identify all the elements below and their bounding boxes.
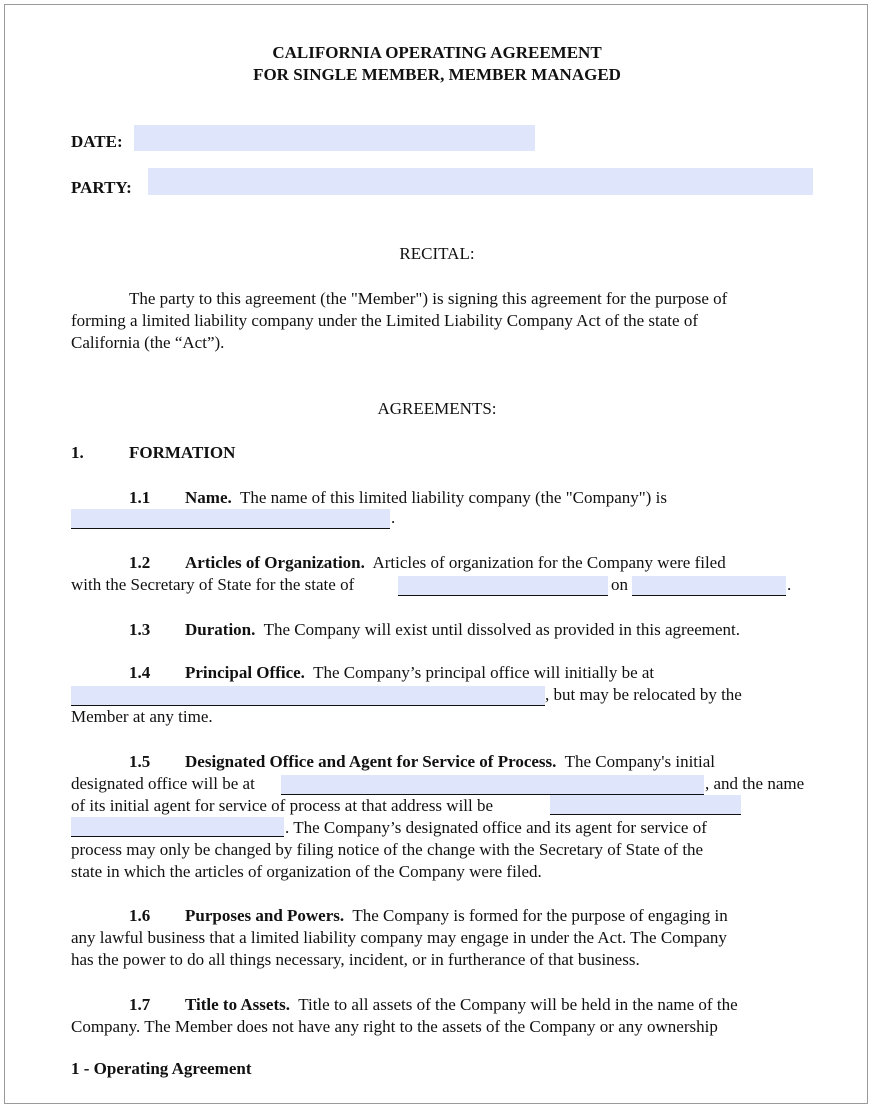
clause-1-5-line-5: process may only be changed by filing notice of the change with the Secretary of State of the	[71, 840, 704, 859]
clause-number: 1.1	[129, 488, 151, 507]
clause-1-2	[129, 552, 726, 574]
clause-label: Designated Office and Agent for Service of Process.	[185, 752, 557, 771]
clause-1-6-line-2: any lawful business that a limited liability company may engage in under the Act. The Company	[71, 928, 727, 947]
title-line-1: CALIFORNIA OPERATING AGREEMENT	[272, 43, 602, 62]
designated-office-field[interactable]	[281, 775, 704, 795]
clause-label: Articles of Organization.	[185, 553, 365, 572]
clause-number: 1.2	[129, 553, 151, 572]
clause-1-1-end: .	[391, 508, 396, 527]
clause-1-5-line-2b: , and the name	[705, 774, 805, 793]
clause-text: The name of this limited liability company (the "Company") is	[239, 488, 667, 507]
clause-label: Duration.	[185, 620, 256, 639]
clause-1-6	[129, 905, 728, 927]
clause-1-4-line-3: Member at any time.	[71, 707, 213, 726]
principal-office-field[interactable]	[71, 686, 545, 706]
clause-1-5-line-6: state in which the articles of organization of the Company were filed.	[71, 862, 542, 881]
clause-1-5-line-4: . The Company’s designated office and its agent for service of	[285, 818, 707, 837]
filing-state-field[interactable]	[398, 576, 608, 596]
clause-1-7	[129, 994, 738, 1016]
filing-date-field[interactable]	[632, 576, 786, 596]
clause-1-5-line-3: of its initial agent for service of process at that address will be	[71, 796, 494, 815]
recital-line-1: The party to this agreement (the "Member") is signing this agreement for the purpose of	[129, 289, 728, 308]
clause-number: 1.4	[129, 663, 151, 682]
clause-text: Title to all assets of the Company will be held in the name of the	[298, 995, 738, 1014]
clause-1-4	[129, 662, 654, 684]
clause-number: 1.6	[129, 906, 151, 925]
clause-label: Principal Office.	[185, 663, 305, 682]
party-label: PARTY:	[71, 178, 132, 197]
clause-label: Title to Assets.	[185, 995, 290, 1014]
section-title: FORMATION	[129, 443, 236, 462]
clause-number: 1.7	[129, 995, 151, 1014]
clause-1-2-line-2: with the Secretary of State for the state of	[71, 575, 355, 594]
clause-1-4-line-2: , but may be relocated by the	[545, 685, 742, 704]
agreements-heading: AGREEMENTS:	[377, 399, 497, 418]
recital-heading: RECITAL:	[399, 244, 475, 263]
clause-1-1	[129, 487, 667, 509]
party-field[interactable]	[148, 168, 813, 195]
title-line-2: FOR SINGLE MEMBER, MEMBER MANAGED	[253, 65, 621, 84]
clause-text: The Company's initial	[564, 752, 716, 771]
clause-number: 1.3	[129, 620, 151, 639]
clause-1-7-line-2: Company. The Member does not have any right to the assets of the Company or any ownership	[71, 1017, 718, 1036]
company-name-field[interactable]	[71, 509, 390, 529]
clause-label: Name.	[185, 488, 232, 507]
agent-name-field-continued[interactable]	[71, 817, 284, 837]
date-field[interactable]	[134, 125, 535, 151]
clause-number: 1.5	[129, 752, 151, 771]
clause-1-3	[129, 619, 740, 641]
document-page	[4, 4, 868, 1104]
recital-line-2: forming a limited liability company under the Limited Liability Company Act of the state of	[71, 311, 698, 330]
section-number: 1.	[71, 443, 84, 462]
clause-1-6-line-3: has the power to do all things necessary, incident, or in furtherance of that business.	[71, 950, 640, 969]
agent-name-field[interactable]	[550, 795, 741, 815]
clause-1-2-on: on	[611, 575, 628, 594]
clause-text: The Company is formed for the purpose of engaging in	[352, 906, 728, 925]
clause-1-2-end: .	[787, 575, 792, 594]
clause-label: Purposes and Powers.	[185, 906, 345, 925]
page-footer: 1 - Operating Agreement	[71, 1059, 252, 1078]
clause-text: The Company will exist until dissolved as provided in this agreement.	[263, 620, 740, 639]
clause-1-5-line-2a: designated office will be at	[71, 774, 255, 793]
date-label: DATE:	[71, 132, 123, 151]
clause-text: The Company’s principal office will initially be at	[313, 663, 655, 682]
recital-line-3: California (the “Act”).	[71, 333, 225, 352]
clause-1-5	[129, 751, 715, 773]
clause-text: Articles of organization for the Company were filed	[372, 553, 726, 572]
